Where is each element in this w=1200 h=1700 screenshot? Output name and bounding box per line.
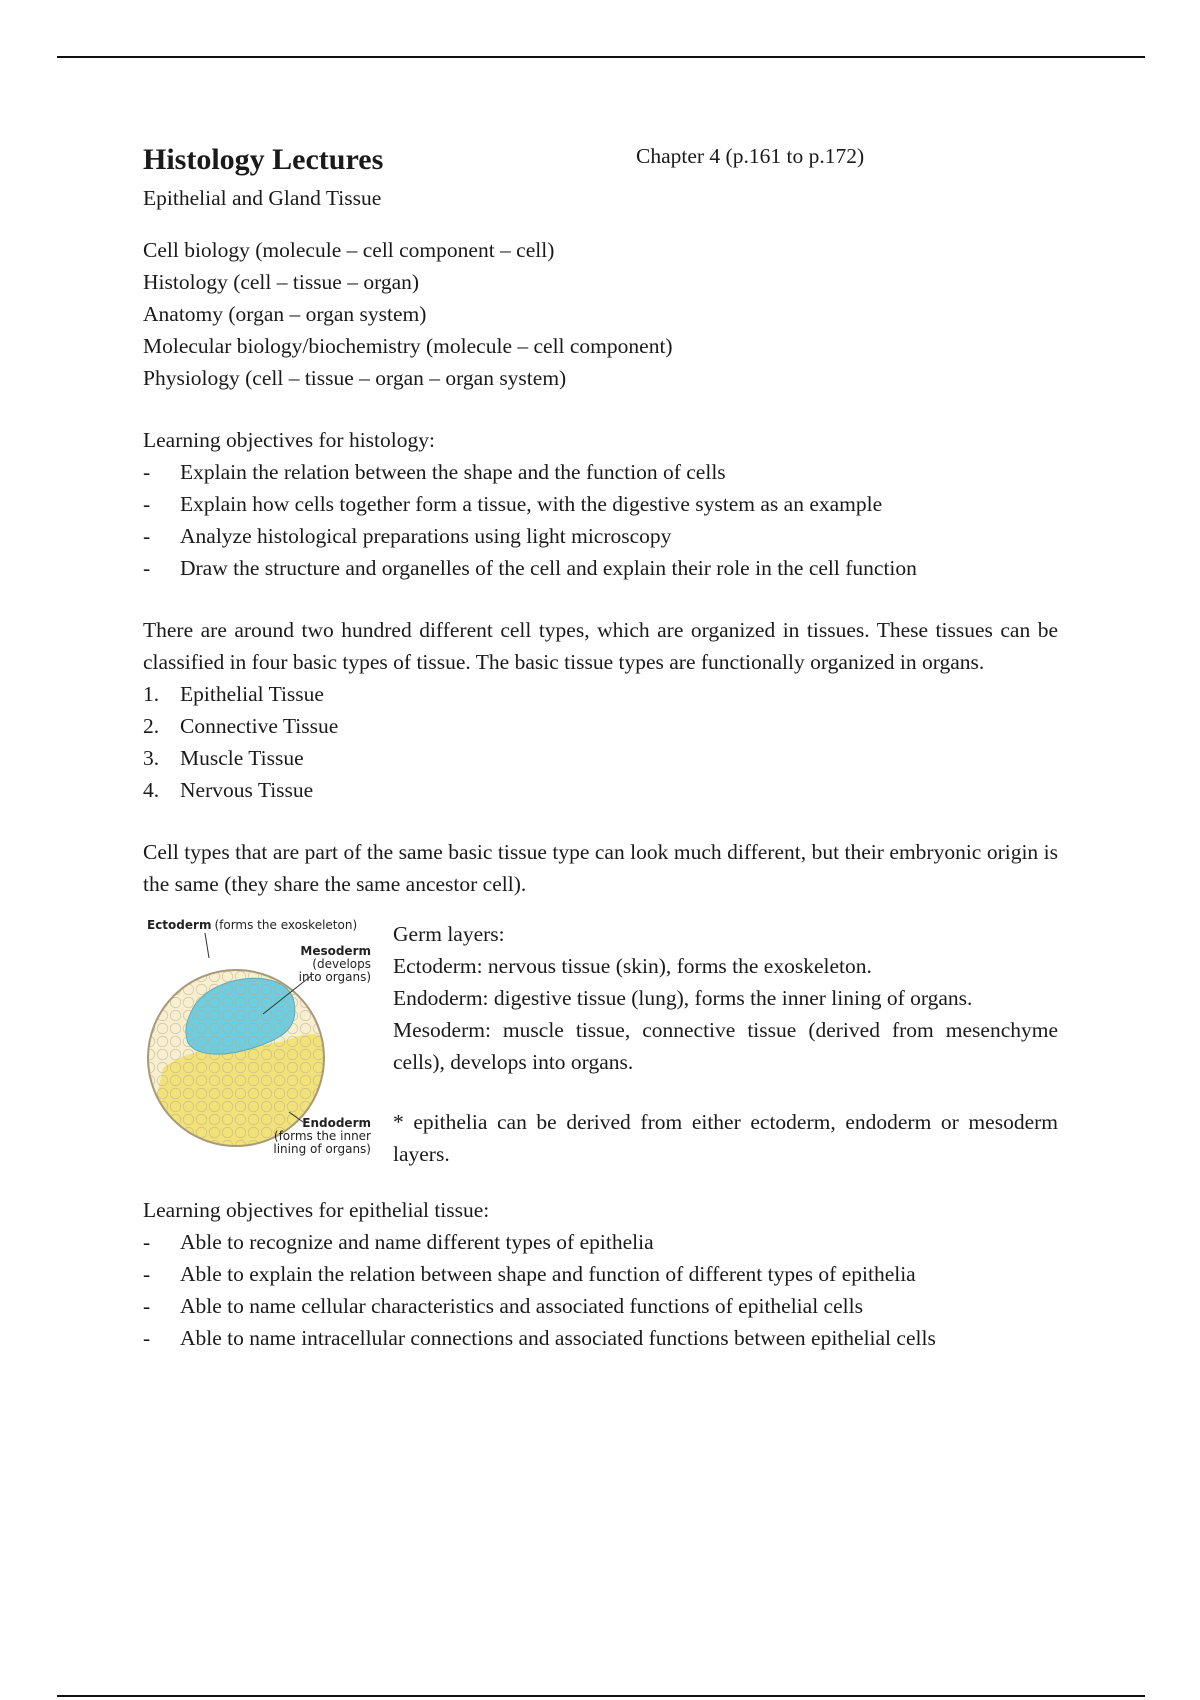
list-number: 3.: [143, 746, 160, 770]
ectoderm-description: Ectoderm: nervous tissue (skin), forms the exoskeleton.: [393, 954, 872, 978]
document-page: [143, 140, 1058, 1354]
histology-objectives: [143, 424, 1058, 584]
histology-objectives-heading: Learning objectives for histology:: [143, 428, 435, 452]
epithelial-objectives: [143, 1194, 1058, 1354]
list-number: 4.: [143, 778, 160, 802]
tissue-type-item: [143, 742, 1058, 774]
title-row: [143, 140, 1058, 182]
objective-text: Able to name intracellular connections and associated functions between epithelial cells: [180, 1326, 936, 1350]
discipline-line: Physiology (cell – tissue – organ – organ system): [143, 366, 567, 390]
germ-layers-text: [393, 918, 1058, 1170]
discipline-line: Cell biology (molecule – cell component – cell): [143, 238, 555, 262]
germ-layers-diagram: [143, 918, 378, 1168]
tissue-type-label: Connective Tissue: [180, 714, 339, 738]
mesoderm-description: Mesoderm: muscle tissue, connective tissue (derived from mesenchyme cells), develops into organs.: [393, 1018, 1058, 1074]
germ-layers-section: [143, 918, 1058, 1186]
objective-text: Draw the structure and organelles of the cell and explain their role in the cell function: [180, 556, 917, 580]
mesoderm-label: Mesoderm: [300, 944, 371, 958]
ectoderm-label: Ectoderm (forms the exoskeleton): [147, 918, 358, 932]
discipline-line: Anatomy (organ – organ system): [143, 302, 427, 326]
objective-item: - Able to recognize and name different types of epithelia: [143, 1230, 654, 1254]
discipline-line: Histology (cell – tissue – organ): [143, 270, 420, 294]
objective-item: - Explain the relation between the shape and the function of cells: [143, 460, 726, 484]
objective-text: Explain the relation between the shape and the function of cells: [180, 460, 726, 484]
tissue-type-label: Epithelial Tissue: [180, 682, 324, 706]
endoderm-note: lining of organs): [273, 1142, 371, 1156]
objective-text: Able to explain the relation between shape and function of different types of epithelia: [180, 1262, 916, 1286]
list-number: 2.: [143, 714, 160, 738]
document-title: Histology Lectures: [143, 143, 384, 176]
objective-item: - Able to name cellular characteristics and associated functions of epithelial cells: [143, 1294, 863, 1318]
tissue-types-list: [143, 678, 1058, 806]
tissue-type-item: [143, 678, 1058, 710]
tissue-type-item: [143, 774, 1058, 806]
disciplines-list: [143, 234, 1058, 394]
endoderm-note: (forms the inner: [273, 1129, 371, 1143]
endoderm-description: Endoderm: digestive tissue (lung), forms the inner lining of organs.: [393, 986, 973, 1010]
objective-item: - Able to explain the relation between shape and function of different types of epithelia: [143, 1262, 916, 1286]
epithelia-origin-note: * epithelia can be derived from either ectoderm, endoderm or mesoderm layers.: [393, 1110, 1058, 1166]
discipline-line: Molecular biology/biochemistry (molecule – cell component): [143, 334, 673, 358]
objective-text: Able to name cellular characteristics and associated functions of epithelial cells: [180, 1294, 863, 1318]
top-rule: [57, 56, 1145, 58]
embryonic-note: Cell types that are part of the same basic tissue type can look much different, but their embryonic origin is the same (they share the same ancestor cell).: [143, 840, 1058, 896]
germ-layers-heading: Germ layers:: [393, 922, 505, 946]
objective-item: - Able to name intracellular connections and associated functions between epithelial cells: [143, 1326, 936, 1350]
document-subtitle: Epithelial and Gland Tissue: [143, 186, 382, 210]
mesoderm-note: into organs): [298, 970, 371, 984]
objective-item: - Draw the structure and organelles of the cell and explain their role in the cell function: [143, 556, 917, 580]
epithelial-objectives-heading: Learning objectives for epithelial tissue:: [143, 1198, 490, 1222]
bottom-rule: [57, 1695, 1145, 1697]
tissue-type-label: Nervous Tissue: [180, 778, 314, 802]
objective-item: - Analyze histological preparations using light microscopy: [143, 524, 672, 548]
mesoderm-note: (develops: [312, 957, 371, 971]
objective-text: Explain how cells together form a tissue, with the digestive system as an example: [180, 492, 883, 516]
objective-text: Analyze histological preparations using light microscopy: [180, 524, 672, 548]
tissue-type-label: Muscle Tissue: [180, 746, 304, 770]
endoderm-label: Endoderm: [302, 1116, 371, 1130]
tissue-intro: There are around two hundred different cell types, which are organized in tissues. These tissues can be classified in four basic types of tissue. The basic tissue types are functionally organized in organs.: [143, 618, 1058, 674]
list-number: 1.: [143, 682, 160, 706]
objective-item: - Explain how cells together form a tissue, with the digestive system as an example: [143, 492, 883, 516]
chapter-reference: Chapter 4 (p.161 to p.172): [636, 144, 865, 168]
tissue-type-item: [143, 710, 1058, 742]
objective-text: Able to recognize and name different types of epithelia: [180, 1230, 654, 1254]
